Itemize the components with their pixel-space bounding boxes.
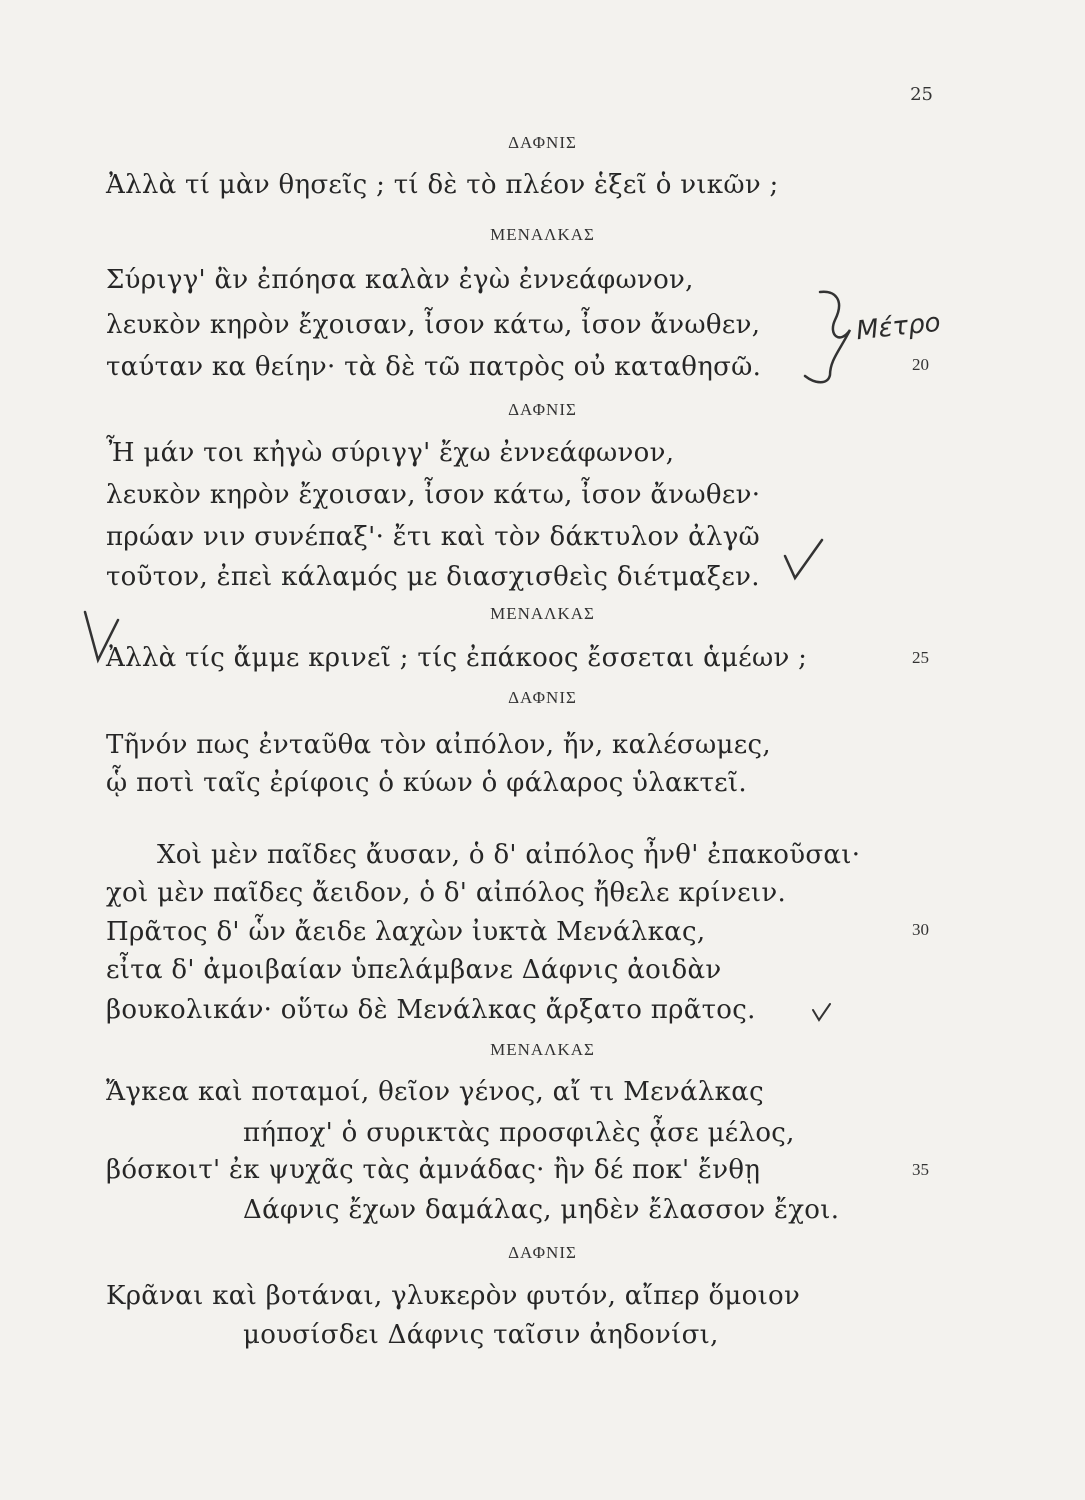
verse-line: ᾧ ποτὶ ταῖς ἐρίφοις ὁ κύων ὁ φάλαρος ὑλακτεῖ.	[106, 768, 747, 798]
check-mark	[785, 540, 822, 578]
verse-line: Ἀλλὰ τίς ἄμμε κρινεῖ ; τίς ἐπάκοος ἔσσεται ἁμέων ;	[106, 643, 808, 673]
speaker-heading: ΜΕΝΑΛΚΑΣ	[490, 1040, 595, 1059]
line-number: 30	[912, 920, 929, 939]
check-mark	[85, 612, 118, 660]
brace-mark	[805, 292, 850, 383]
verse-line: εἶτα δ' ἀμοιβαίαν ὑπελάμβανε Δάφνις ἀοιδὰν	[106, 955, 722, 985]
line-number: 35	[912, 1160, 929, 1179]
verse-line: Τῆνόν πως ἐνταῦθα τὸν αἰπόλον, ἤν, καλέσωμες,	[106, 730, 771, 760]
speaker-heading: ΜΕΝΑΛΚΑΣ	[490, 225, 595, 244]
verse-line: λευκὸν κηρὸν ἔχοισαν, ἶσον κάτω, ἶσον ἄνωθεν,	[106, 310, 761, 340]
speaker-heading: ΔΑΦΝΙΣ	[508, 400, 577, 419]
verse-line: βουκολικάν· οὕτω δὲ Μενάλκας ἄρξατο πρᾶτος.	[106, 995, 756, 1025]
verse-line: Πρᾶτος δ' ὧν ἄειδε λαχὼν ἰυκτὰ Μενάλκας,	[106, 917, 706, 947]
verse-line: ταύταν κα θείην· τὰ δὲ τῶ πατρὸς οὐ καταθησῶ.	[106, 352, 762, 382]
verse-line: Σύριγγ' ἂν ἐπόησα καλὰν ἐγὼ ἐννεάφωνον,	[106, 265, 694, 295]
page-number: 25	[910, 84, 933, 105]
verse-line: πρώαν νιν συνέπαξ'· ἔτι καὶ τὸν δάκτυλον ἀλγῶ	[106, 522, 761, 552]
verse-line: Κρᾶναι καὶ βοτάναι, γλυκερὸν φυτόν, αἴπερ ὅμοιον	[106, 1281, 801, 1311]
speaker-heading: ΔΑΦΝΙΣ	[508, 688, 577, 707]
verse-line: λευκὸν κηρὸν ἔχοισαν, ἶσον κάτω, ἶσον ἄνωθεν·	[106, 480, 761, 510]
verse-line: τοῦτον, ἐπεὶ κάλαμός με διασχισθεὶς διέτμαξεν.	[106, 562, 760, 592]
check-mark	[813, 1004, 830, 1020]
verse-line: Χοὶ μὲν παῖδες ἄυσαν, ὁ δ' αἰπόλος ἦνθ' ἐπακοῦσαι·	[157, 840, 861, 870]
verse-line: Ἄγκεα καὶ ποταμοί, θεῖον γένος, αἴ τι Μενάλκας	[106, 1077, 764, 1107]
verse-line: χοὶ μὲν παῖδες ἄειδον, ὁ δ' αἰπόλος ἤθελε κρίνειν.	[106, 878, 787, 908]
verse-line: μουσίσδει Δάφνις ταῖσιν ἀηδονίσι,	[243, 1320, 719, 1350]
handwritten-note: Μέτρο	[854, 307, 942, 347]
verse-line: Ἦ μάν τοι κἠγὼ σύριγγ' ἔχω ἐννεάφωνον,	[106, 438, 675, 468]
line-number: 25	[912, 648, 929, 667]
verse-line: πήποχ' ὁ συρικτὰς προσφιλὲς ᾆσε μέλος,	[243, 1118, 795, 1148]
verse-line: Δάφνις ἔχων δαμάλας, μηδὲν ἔλασσον ἔχοι.	[243, 1195, 840, 1225]
verse-line: Ἀλλὰ τί μὰν θησεῖς ; τί δὲ τὸ πλέον ἑξεῖ ὁ νικῶν ;	[106, 170, 779, 200]
speaker-heading: ΜΕΝΑΛΚΑΣ	[490, 604, 595, 623]
speaker-heading: ΔΑΦΝΙΣ	[508, 1243, 577, 1262]
verse-line: βόσκοιτ' ἐκ ψυχᾶς τὰς ἀμνάδας· ἢν δέ ποκ' ἔνθῃ	[106, 1155, 761, 1185]
line-number: 20	[912, 355, 929, 374]
speaker-heading: ΔΑΦΝΙΣ	[508, 133, 577, 152]
